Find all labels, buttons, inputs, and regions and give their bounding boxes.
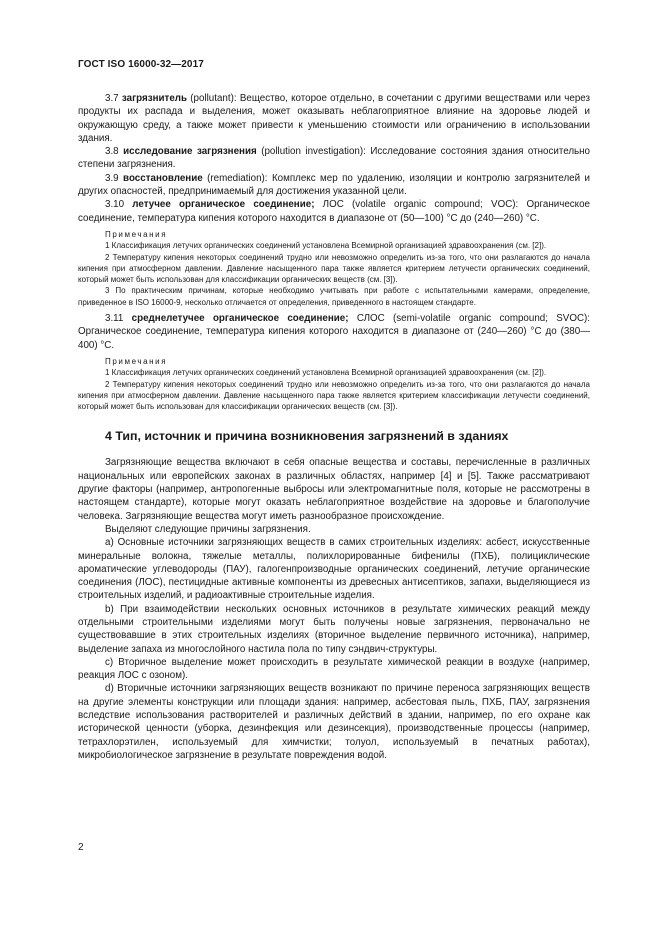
definition-text: СЛОС (semi-volatile organic compound; SVOC): Органическое соединение, температура кипения которого находится в диапазоне от (240—260) °С до (380—400) °С. xyxy=(78,313,591,351)
term: летучее органическое соединение; xyxy=(132,199,315,211)
term: восстановление xyxy=(123,172,203,184)
document-header: ГОСТ ISO 16000-32—2017 xyxy=(78,59,204,70)
document-body xyxy=(78,92,590,762)
list-item-c: c) Вторичное выделение может происходить в результате химической реакции в воздухе (например, реакция ЛОС с озоном). xyxy=(78,656,590,682)
definition-text: (remediation): Комплекс мер по удалению, изоляции и контролю загрязнителей и других опасностей, предпринимаемый для достижения указанной цели. xyxy=(78,172,590,198)
term: исследование загрязнения xyxy=(123,146,257,158)
note-1: 1 Классификация летучих органических соединений установлена Всемирной организацией здравоохранения (см. [2]). xyxy=(105,368,547,378)
section-heading: 4 Тип, источник и причина возникновения загрязнений в зданиях xyxy=(105,429,509,444)
note-1: 1 Классификация летучих органических соединений установлена Всемирной организацией здравоохранения (см. [2]). xyxy=(105,241,547,251)
clause-number: 3.9 xyxy=(105,172,119,184)
page-number: 2 xyxy=(78,842,84,853)
notes-heading: Примечания xyxy=(105,229,168,239)
list-item-b: b) При взаимодействии нескольких основных источников в результате химических реакций между отдельными строительными изделиями могут быть получены новые загрязнения, первоначально не существовавшие в этих строительных изделиях (вторичное выделение первичного источника), например, выделение запаха из многослойного настила пола по типу сэндвич-структуры. xyxy=(78,603,590,655)
definition-3-8 xyxy=(78,145,590,172)
term: загрязнитель xyxy=(121,93,188,104)
list-item-a: а) Основные источники загрязняющих веществ в самих строительных изделиях: асбест, искусственные минеральные волокна, тяжелые металлы, полихлорированные бифенилы (ПХБ), полициклические ароматические углеводороды (ПАУ), галогенпроизводные органических соединений, летучие органические соединения (ЛОС), пестицидные активные компоненты из древесных антисептиков, запахи, выделяющиеся из строительных изделий, и радиоактивные строительные изделия. xyxy=(78,537,590,602)
definition-3-10 xyxy=(78,198,590,225)
term: среднелетучее органическое соединение; xyxy=(131,313,349,325)
clause-number: 3.10 xyxy=(105,199,125,211)
section-paragraph: Загрязняющие вещества включают в себя опасные вещества и составы, перечисленные в различных национальных или европейских законах в различных областях, например [4] и [5]. Также рассматривают другие факторы (например, антропогенные выбросы или электромагнитные поля, которые не рассмотрены в настоящем стандарте), которые могут оказать неблагоприятное воздействие на здоровье и благополучие человека. Загрязняющие вещества могут иметь разнообразное происхождение. xyxy=(78,457,590,522)
definition-3-11 xyxy=(78,312,590,352)
definition-text: (pollutant): Вещество, которое отдельно, в сочетании с другими веществами или через продукты их распада и выделения, может оказывать неблагоприятное влияние на здоровье людей и окружающую среду, а также может привести к уменьшению стоимости или ограничению в использовании здания. xyxy=(78,93,590,144)
note-3: 3 По практическим причинам, которые необходимо учитывать при работе с испытательными камерами, определение, приведенное в ISO 16000-9, несколько отличается от определения, приведенного в настоящем стандарте. xyxy=(78,286,590,307)
definition-text: (pollution investigation): Исследование состояния здания относительно степени загрязнения. xyxy=(78,146,591,171)
note-2: 2 Температуру кипения некоторых соединений трудно или невозможно определить из-за того, что они разлагаются до начала кипения при атмосферном давлении. Давление насыщенного пара также является критерием летучести органических соединений, который может быть использован для классификации органических веществ (см. [3]). xyxy=(78,252,590,285)
clause-number: 3.11 xyxy=(105,313,124,325)
section-paragraph: Выделяют следующие причины загрязнения. xyxy=(105,523,311,535)
definition-text: ЛОС (volatile organic compound; VOC): Органическое соединение, температура кипения которого находится в диапазоне от (50—100) °С до (240—260) °С. xyxy=(78,199,590,224)
clause-number: 3.8 xyxy=(105,146,119,158)
note-2: 2 Температуру кипения некоторых соединений трудно или невозможно определить из-за того, что они разлагаются до начала кипения при атмосферном давлении. Давление насыщенного пара также является критерием классификации летучести соединений, который может быть использован для классификации органических веществ (см. [3]). xyxy=(78,379,590,412)
definition-3-7 xyxy=(78,92,590,145)
definition-3-9 xyxy=(78,172,590,199)
notes-heading: Примечания xyxy=(105,356,168,366)
list-item-d: d) Вторичные источники загрязняющих веществ возникают по причине переноса загрязняющих веществ на другие элементы конструкции или площади здания: например, асбестовая пыль, ПХБ, ПАУ, загрязнения вследствие использования растворителей и различных действий в здании, например, по его охране как исторической ценности (уборка, дезинфекция или дезинсекция), производственные процессы (например, тетрахлорэтилен, используемый для химчистки; толуол, используемый в печатных работах), микробиологическое загрязнение в результате повреждения водой. xyxy=(78,683,590,761)
clause-number: 3.7 xyxy=(105,93,119,104)
